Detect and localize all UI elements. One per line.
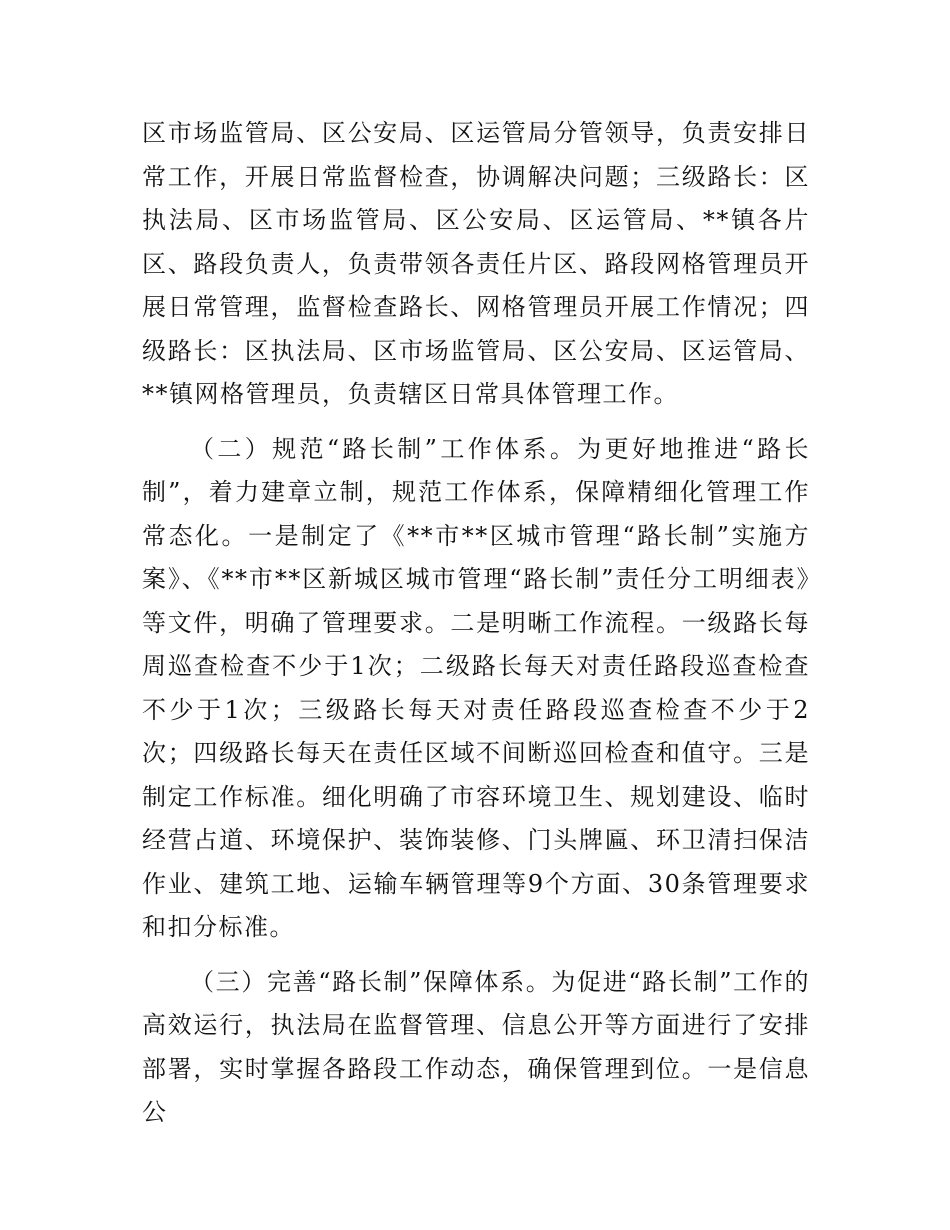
paragraph-work-system: （二）规范“路长制”工作体系。为更好地推进“路长制”，着力建章立制，规范工作体系，保障精细化管理工作常态化。一是制定了《**市**区城市管理“路长制”实施方案》、《**市**区新城区城市管理“路长制”责任分工明细表》等文件，明确了管理要求。二是明晰工作流程。一级路长每周巡查检查不少于1次；二级路长每天对责任路段巡查检查不少于1次；三级路长每天对责任路段巡查检查不少于2次；四级路长每天在责任区域不间断巡回检查和值守。三是制定工作标准。细化明确了市容环境卫生、规划建设、临时经营占道、环境保护、装饰装修、门头牌匾、环卫清扫保洁作业、建筑工地、运输车辆管理等9个方面、30条管理要求和扣分标准。 bbox=[142, 434, 810, 941]
paragraph-road-chief-levels: 区市场监管局、区公安局、区运管局分管领导，负责安排日常工作，开展日常监督检查，协调解决问题；三级路长：区执法局、区市场监管局、区公安局、区运管局、**镇各片区、路段负责人，负责带领各责任片区、路段网格管理员开展日常管理，监督检查路长、网格管理员开展工作情况；四级路长：区执法局、区市场监管局、区公安局、区运管局、**镇网格管理员，负责辖区日常具体管理工作。 bbox=[142, 119, 810, 408]
paragraph-guarantee-system: （三）完善“路长制”保障体系。为促进“路长制”工作的高效运行，执法局在监督管理、信息公开等方面进行了安排部署，实时掌握各路段工作动态，确保管理到位。一是信息公 bbox=[142, 967, 810, 1126]
document-body bbox=[142, 112, 810, 1135]
